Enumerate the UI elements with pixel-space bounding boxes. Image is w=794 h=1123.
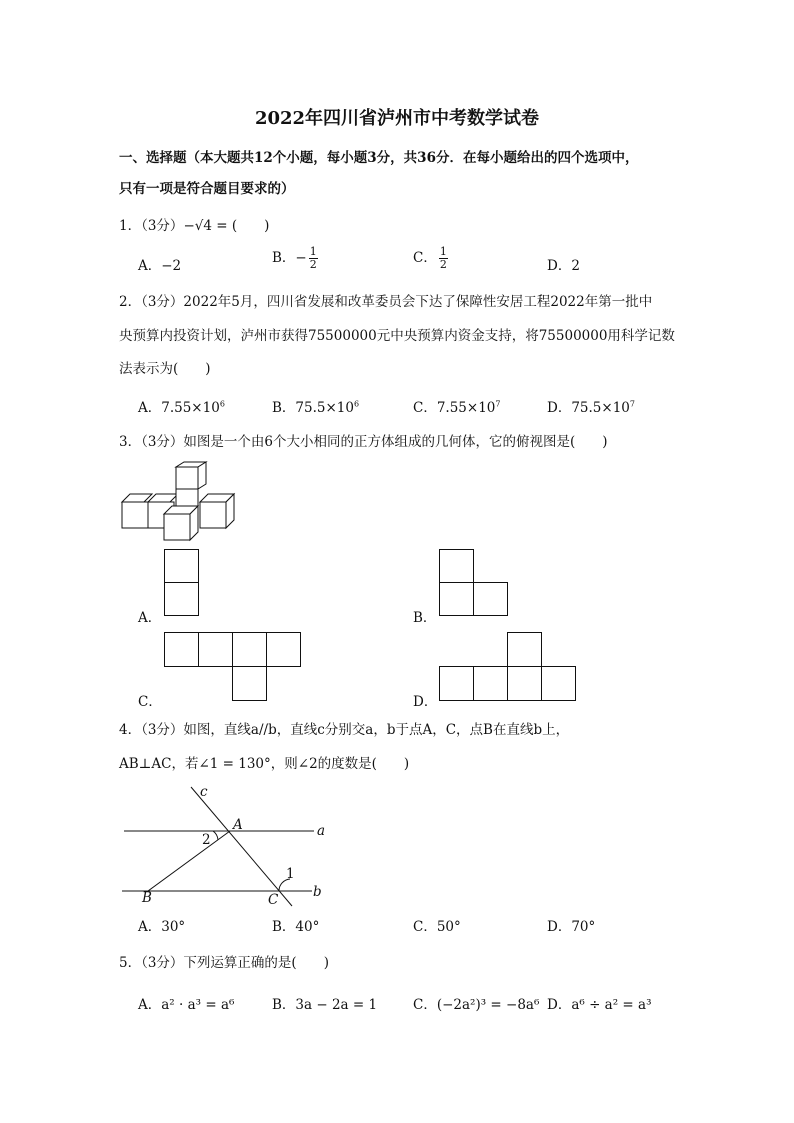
q5-option-c: C．(−2a²)³ = −8a⁶ — [413, 997, 540, 1013]
q4-label-angle1: 1 — [286, 866, 295, 882]
q4-geometry-figure — [118, 782, 338, 906]
q1-option-c-label: C． — [413, 250, 437, 266]
q1-option-c-fraction: $\frac{1}{2}$ — [439, 245, 447, 271]
q3-option-b: B． — [413, 610, 437, 626]
q4-stem-line2: AB⊥AC，若∠1 = 130°，则∠2的度数是( ) — [119, 756, 410, 772]
q2-stem-line2: 央预算内投资计划，泸州市获得75500000元中央预算内资金支持，将75500000用科学记数 — [119, 328, 675, 344]
section-heading-line2: 只有一项是符合题目要求的） — [119, 181, 295, 197]
q1-stem — [119, 214, 269, 234]
q4-stem-line1: 4．（3分）如图，直线a//b，直线c分别交a，b于点A，C，点B在直线b上， — [119, 722, 570, 738]
q3-option-c-figure — [164, 632, 302, 702]
q2-option-c: C．$7.55\times 10^7$ — [413, 399, 501, 416]
q4-label-a: a — [317, 823, 326, 839]
q1-stem-math: −√4 = ( ) — [183, 218, 270, 234]
exam-title: 2022年四川省泸州市中考数学试卷 — [254, 108, 540, 129]
q4-option-b: B．40° — [272, 919, 320, 935]
q4-label-C: C — [268, 892, 279, 908]
q4-option-c: C．50° — [413, 919, 461, 935]
q2-stem-line1: 2．（3分）2022年5月，四川省发展和改革委员会下达了保障性安居工程2022年第一批中 — [119, 294, 653, 310]
q4-option-d: D．70° — [547, 919, 596, 935]
q3-option-d-figure — [439, 632, 577, 702]
q2-option-b: B．$75.5\times 10^6$ — [272, 399, 360, 416]
q4-label-angle2: 2 — [202, 832, 211, 848]
q1-option-d: D．2 — [547, 258, 580, 274]
q2-option-a: A．$7.55\times 10^6$ — [138, 399, 225, 416]
q3-cube-figure — [118, 462, 238, 540]
q2-stem-line3: 法表示为( ) — [119, 361, 211, 377]
q3-option-c: C． — [138, 694, 162, 710]
q5-option-a: A．a² · a³ = a⁶ — [138, 997, 235, 1013]
q4-label-c: c — [200, 784, 208, 800]
q1-option-b-fraction: $\frac{1}{2}$ — [309, 245, 317, 271]
q1-stem-prefix: 1．（3分） — [119, 218, 184, 234]
q5-stem: 5．（3分）下列运算正确的是( ) — [119, 955, 329, 971]
q1-option-c — [413, 246, 448, 271]
q4-label-B: B — [142, 890, 152, 906]
q1-option-a: A．−2 — [138, 258, 182, 274]
q2-option-d: D．$75.5\times 10^7$ — [547, 399, 635, 416]
q4-label-b: b — [313, 884, 322, 900]
q1-option-b — [272, 246, 318, 271]
section-heading-line1: 一、选择题（本大题共12个小题，每小题3分，共36分．在每小题给出的四个选项中， — [119, 150, 639, 166]
q3-option-a-figure — [164, 549, 200, 617]
q3-option-b-figure — [439, 549, 509, 617]
q3-option-d: D． — [413, 694, 438, 710]
q1-option-b-label: B．− — [272, 250, 307, 266]
q5-option-d: D．a⁶ ÷ a² = a³ — [547, 997, 652, 1013]
q4-option-a: A．30° — [138, 919, 186, 935]
q3-stem: 3．（3分）如图是一个由6个大小相同的正方体组成的几何体，它的俯视图是( ) — [119, 434, 608, 450]
q5-option-b: B．3a − 2a = 1 — [272, 997, 378, 1013]
q4-label-A: A — [233, 817, 243, 833]
q3-option-a: A． — [138, 610, 162, 626]
